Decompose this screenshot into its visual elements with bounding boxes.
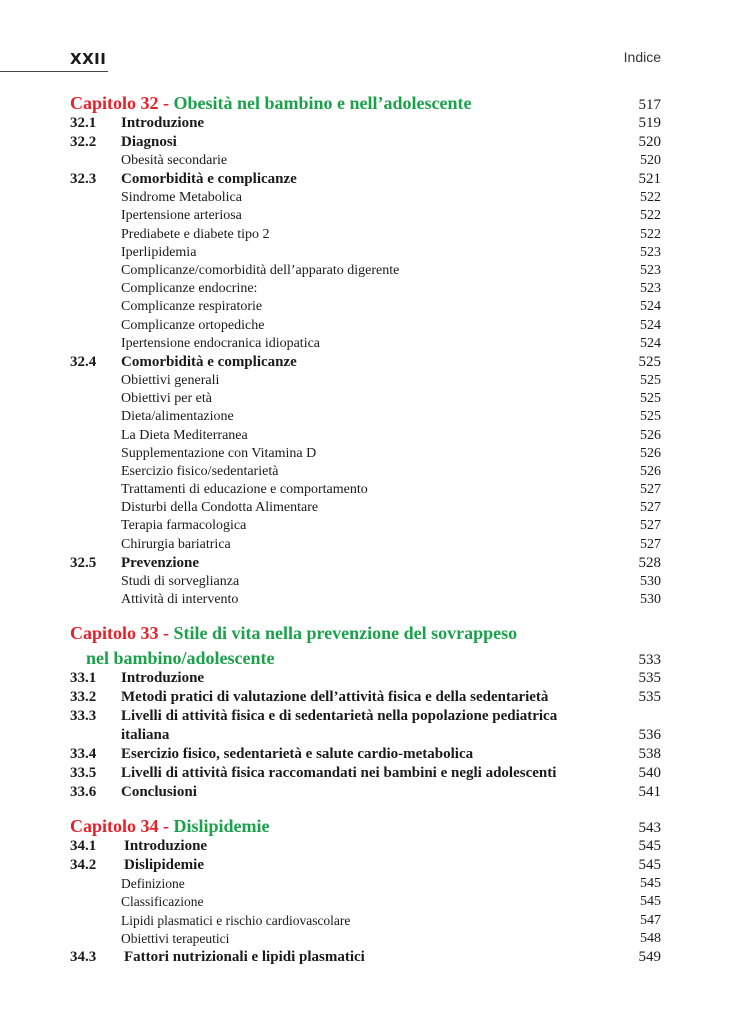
section-number: 32.2 [70, 134, 97, 150]
entry-title: Lipidi plasmatici e rischio cardiovascolare [121, 912, 351, 928]
section-number: 34.2 [70, 857, 97, 874]
entry-page: 526 [640, 463, 661, 479]
entry-title: Livelli di attività fisica raccomandati nei bambini e negli adolescenti [121, 765, 557, 782]
entry-page: 525 [638, 353, 661, 370]
entry-page: 540 [638, 765, 661, 782]
entry-title: Fattori nutrizionali e lipidi plasmatici [124, 948, 365, 965]
subsection-entry[interactable] [70, 499, 661, 517]
entry-title: Trattamenti di educazione e comportamento [121, 482, 368, 498]
entry-list [70, 669, 661, 802]
section-entry[interactable] [70, 948, 661, 967]
subsection-entry[interactable] [70, 298, 661, 316]
chapter-33 [70, 619, 661, 802]
header-rule [0, 71, 108, 72]
subsection-entry[interactable] [70, 591, 661, 609]
entry-page: 522 [640, 226, 661, 242]
entry-title: Esercizio fisico, sedentarietà e salute cardio-metabolica [121, 746, 474, 763]
entry-page: 527 [640, 482, 661, 498]
section-number: 33.2 [70, 689, 97, 706]
section-entry[interactable] [70, 745, 661, 764]
entry-title: Obiettivi generali [121, 372, 220, 388]
entry-title: Prevenzione [121, 554, 200, 571]
subsection-entry[interactable] [70, 244, 661, 262]
subsection-entry[interactable] [70, 372, 661, 390]
chapter-page: 517 [638, 97, 661, 113]
entry-page: 527 [640, 536, 661, 552]
section-number: 33.4 [70, 746, 97, 763]
entry-page: 525 [640, 409, 661, 425]
entry-title: Dislipidemie [124, 857, 205, 874]
entry-title: Supplementazione con Vitamina D [121, 445, 317, 461]
subsection-entry[interactable] [70, 912, 661, 930]
entry-title: Comorbidità e complicanze [121, 353, 297, 370]
entry-page: 526 [640, 427, 661, 443]
section-number: 33.3 [70, 708, 97, 725]
entry-title: Definizione [121, 876, 185, 892]
entry-title: Terapia farmacologica [121, 518, 247, 534]
subsection-entry[interactable] [70, 893, 661, 911]
entry-page: 526 [640, 445, 661, 461]
section-number: 32.3 [70, 171, 97, 188]
entry-title: Attività di intervento [121, 592, 239, 608]
subsection-entry[interactable] [70, 481, 661, 499]
entry-page: 527 [640, 518, 661, 534]
entry-page: 523 [640, 263, 661, 279]
subsection-entry[interactable] [70, 517, 661, 535]
subsection-entry[interactable] [70, 875, 661, 893]
entry-page: 547 [640, 912, 661, 928]
entry-title: Introduzione [124, 838, 208, 855]
section-entry[interactable] [70, 554, 661, 573]
entry-title: Metodi pratici di valutazione dell’attività fisica e della sedentarietà [121, 689, 549, 706]
subsection-entry[interactable] [70, 226, 661, 244]
section-entry[interactable] [70, 688, 661, 707]
entry-list [70, 114, 661, 609]
entry-title: Sindrome Metabolica [121, 190, 242, 206]
page-number: XXII [70, 50, 107, 68]
section-entry[interactable] [70, 707, 661, 726]
section-entry[interactable] [70, 856, 661, 875]
running-head: Indice [623, 49, 661, 65]
entry-title: La Dieta Mediterranea [121, 427, 248, 443]
section-number: 33.6 [70, 784, 97, 801]
entry-page: 538 [638, 746, 661, 763]
entry-title: Complicanze ortopediche [121, 317, 265, 333]
entry-page: 524 [640, 335, 661, 351]
section-entry[interactable] [70, 353, 661, 372]
section-entry[interactable] [70, 764, 661, 783]
entry-title: Prediabete e diabete tipo 2 [121, 226, 270, 242]
chapter-title: Stile di vita nella prevenzione del sovrappeso [173, 623, 518, 644]
chapter-title-line2: nel bambino/adolescente [86, 648, 275, 669]
entry-title: Complicanze endocrine: [121, 281, 258, 297]
entry-title: Comorbidità e complicanze [121, 171, 297, 188]
chapter-title: Dislipidemie [173, 816, 270, 837]
subsection-entry[interactable] [70, 426, 661, 444]
entry-page: 523 [640, 281, 661, 297]
chapter-prefix: Capitolo 32 - [70, 93, 174, 113]
entry-page: 548 [640, 930, 661, 946]
entry-page: 520 [638, 134, 661, 150]
chapter-prefix: Capitolo 34 - [70, 816, 174, 837]
section-entry[interactable] [70, 669, 661, 688]
entry-page: 528 [638, 554, 661, 571]
section-entry[interactable] [70, 133, 661, 152]
entry-title: Esercizio fisico/sedentarietà [121, 463, 279, 479]
chapter-page: 533 [638, 652, 661, 669]
section-number: 32.1 [70, 115, 97, 131]
chapter-34 [70, 812, 661, 967]
entry-page: 527 [640, 500, 661, 516]
subsection-entry[interactable] [70, 335, 661, 353]
entry-title: Obiettivi per età [121, 391, 212, 407]
subsection-entry[interactable] [70, 152, 661, 170]
section-number: 33.1 [70, 670, 97, 687]
entry-title: Obesità secondarie [121, 153, 228, 169]
entry-title: Introduzione [121, 670, 205, 687]
section-number: 34.3 [70, 948, 97, 965]
entry-title: Dieta/alimentazione [121, 409, 234, 425]
entry-page: 522 [640, 208, 661, 224]
entry-title: Conclusioni [121, 784, 197, 801]
entry-page: 530 [640, 592, 661, 608]
entry-list [70, 837, 661, 967]
entry-page: 535 [638, 670, 661, 687]
section-entry[interactable] [70, 837, 661, 856]
chapter-heading[interactable] [70, 812, 661, 837]
entry-page: 541 [638, 784, 661, 801]
entry-page: 520 [640, 153, 661, 169]
entry-title: italiana [121, 727, 170, 744]
entry-page: 530 [640, 573, 661, 589]
entry-page: 545 [640, 894, 661, 910]
subsection-entry[interactable] [70, 536, 661, 554]
entry-title: Iperlipidemia [121, 244, 197, 260]
entry-page: 522 [640, 190, 661, 206]
entry-page: 536 [638, 727, 661, 744]
entry-page: 549 [638, 948, 661, 965]
section-number: 33.5 [70, 765, 97, 782]
chapter-prefix: Capitolo 33 - [70, 623, 174, 644]
section-number: 32.4 [70, 353, 97, 370]
chapter-32 [70, 89, 661, 609]
section-number: 34.1 [70, 838, 97, 855]
entry-page: 524 [640, 317, 661, 333]
entry-page: 525 [640, 372, 661, 388]
subsection-entry[interactable] [70, 408, 661, 426]
subsection-entry[interactable] [70, 463, 661, 481]
subsection-entry[interactable] [70, 390, 661, 408]
subsection-entry[interactable] [70, 262, 661, 280]
entry-page: 523 [640, 244, 661, 260]
entry-page: 524 [640, 299, 661, 315]
subsection-entry[interactable] [70, 280, 661, 298]
entry-page: 545 [638, 838, 661, 855]
entry-title: Ipertensione arteriosa [121, 208, 242, 224]
entry-title: Chirurgia bariatrica [121, 536, 231, 552]
entry-title: Disturbi della Condotta Alimentare [121, 500, 319, 516]
entry-page: 525 [640, 391, 661, 407]
chapter-page: 543 [638, 820, 661, 837]
subsection-entry[interactable] [70, 317, 661, 335]
entry-page: 545 [640, 876, 661, 892]
subsection-entry[interactable] [70, 189, 661, 207]
chapter-heading[interactable] [70, 89, 661, 114]
chapter-heading[interactable] [70, 619, 661, 644]
entry-title: Ipertensione endocranica idiopatica [121, 335, 321, 351]
section-entry[interactable] [70, 783, 661, 802]
entry-title: Livelli di attività fisica e di sedentarietà nella popolazione pediatrica [121, 708, 558, 725]
section-entry[interactable] [70, 726, 661, 745]
subsection-entry[interactable] [70, 573, 661, 591]
entry-title: Classificazione [121, 894, 204, 910]
entry-title: Diagnosi [121, 134, 177, 150]
subsection-entry[interactable] [70, 207, 661, 225]
section-entry[interactable] [70, 114, 661, 133]
section-entry[interactable] [70, 170, 661, 189]
entry-page: 545 [638, 857, 661, 874]
entry-title: Introduzione [121, 115, 205, 131]
entry-title: Obiettivi terapeutici [121, 930, 230, 946]
entry-page: 535 [638, 689, 661, 706]
section-number: 32.5 [70, 554, 97, 571]
entry-page: 521 [638, 171, 661, 188]
subsection-entry[interactable] [70, 445, 661, 463]
entry-title: Complicanze/comorbidità dell’apparato digerente [121, 263, 400, 279]
entry-page: 519 [638, 115, 661, 131]
chapter-heading-continued[interactable] [70, 644, 661, 669]
entry-title: Complicanze respiratorie [121, 299, 263, 315]
subsection-entry[interactable] [70, 930, 661, 948]
entry-title: Studi di sorveglianza [121, 573, 240, 589]
table-of-contents [70, 89, 661, 967]
chapter-title: Obesità nel bambino e nell’adolescente [173, 93, 472, 113]
